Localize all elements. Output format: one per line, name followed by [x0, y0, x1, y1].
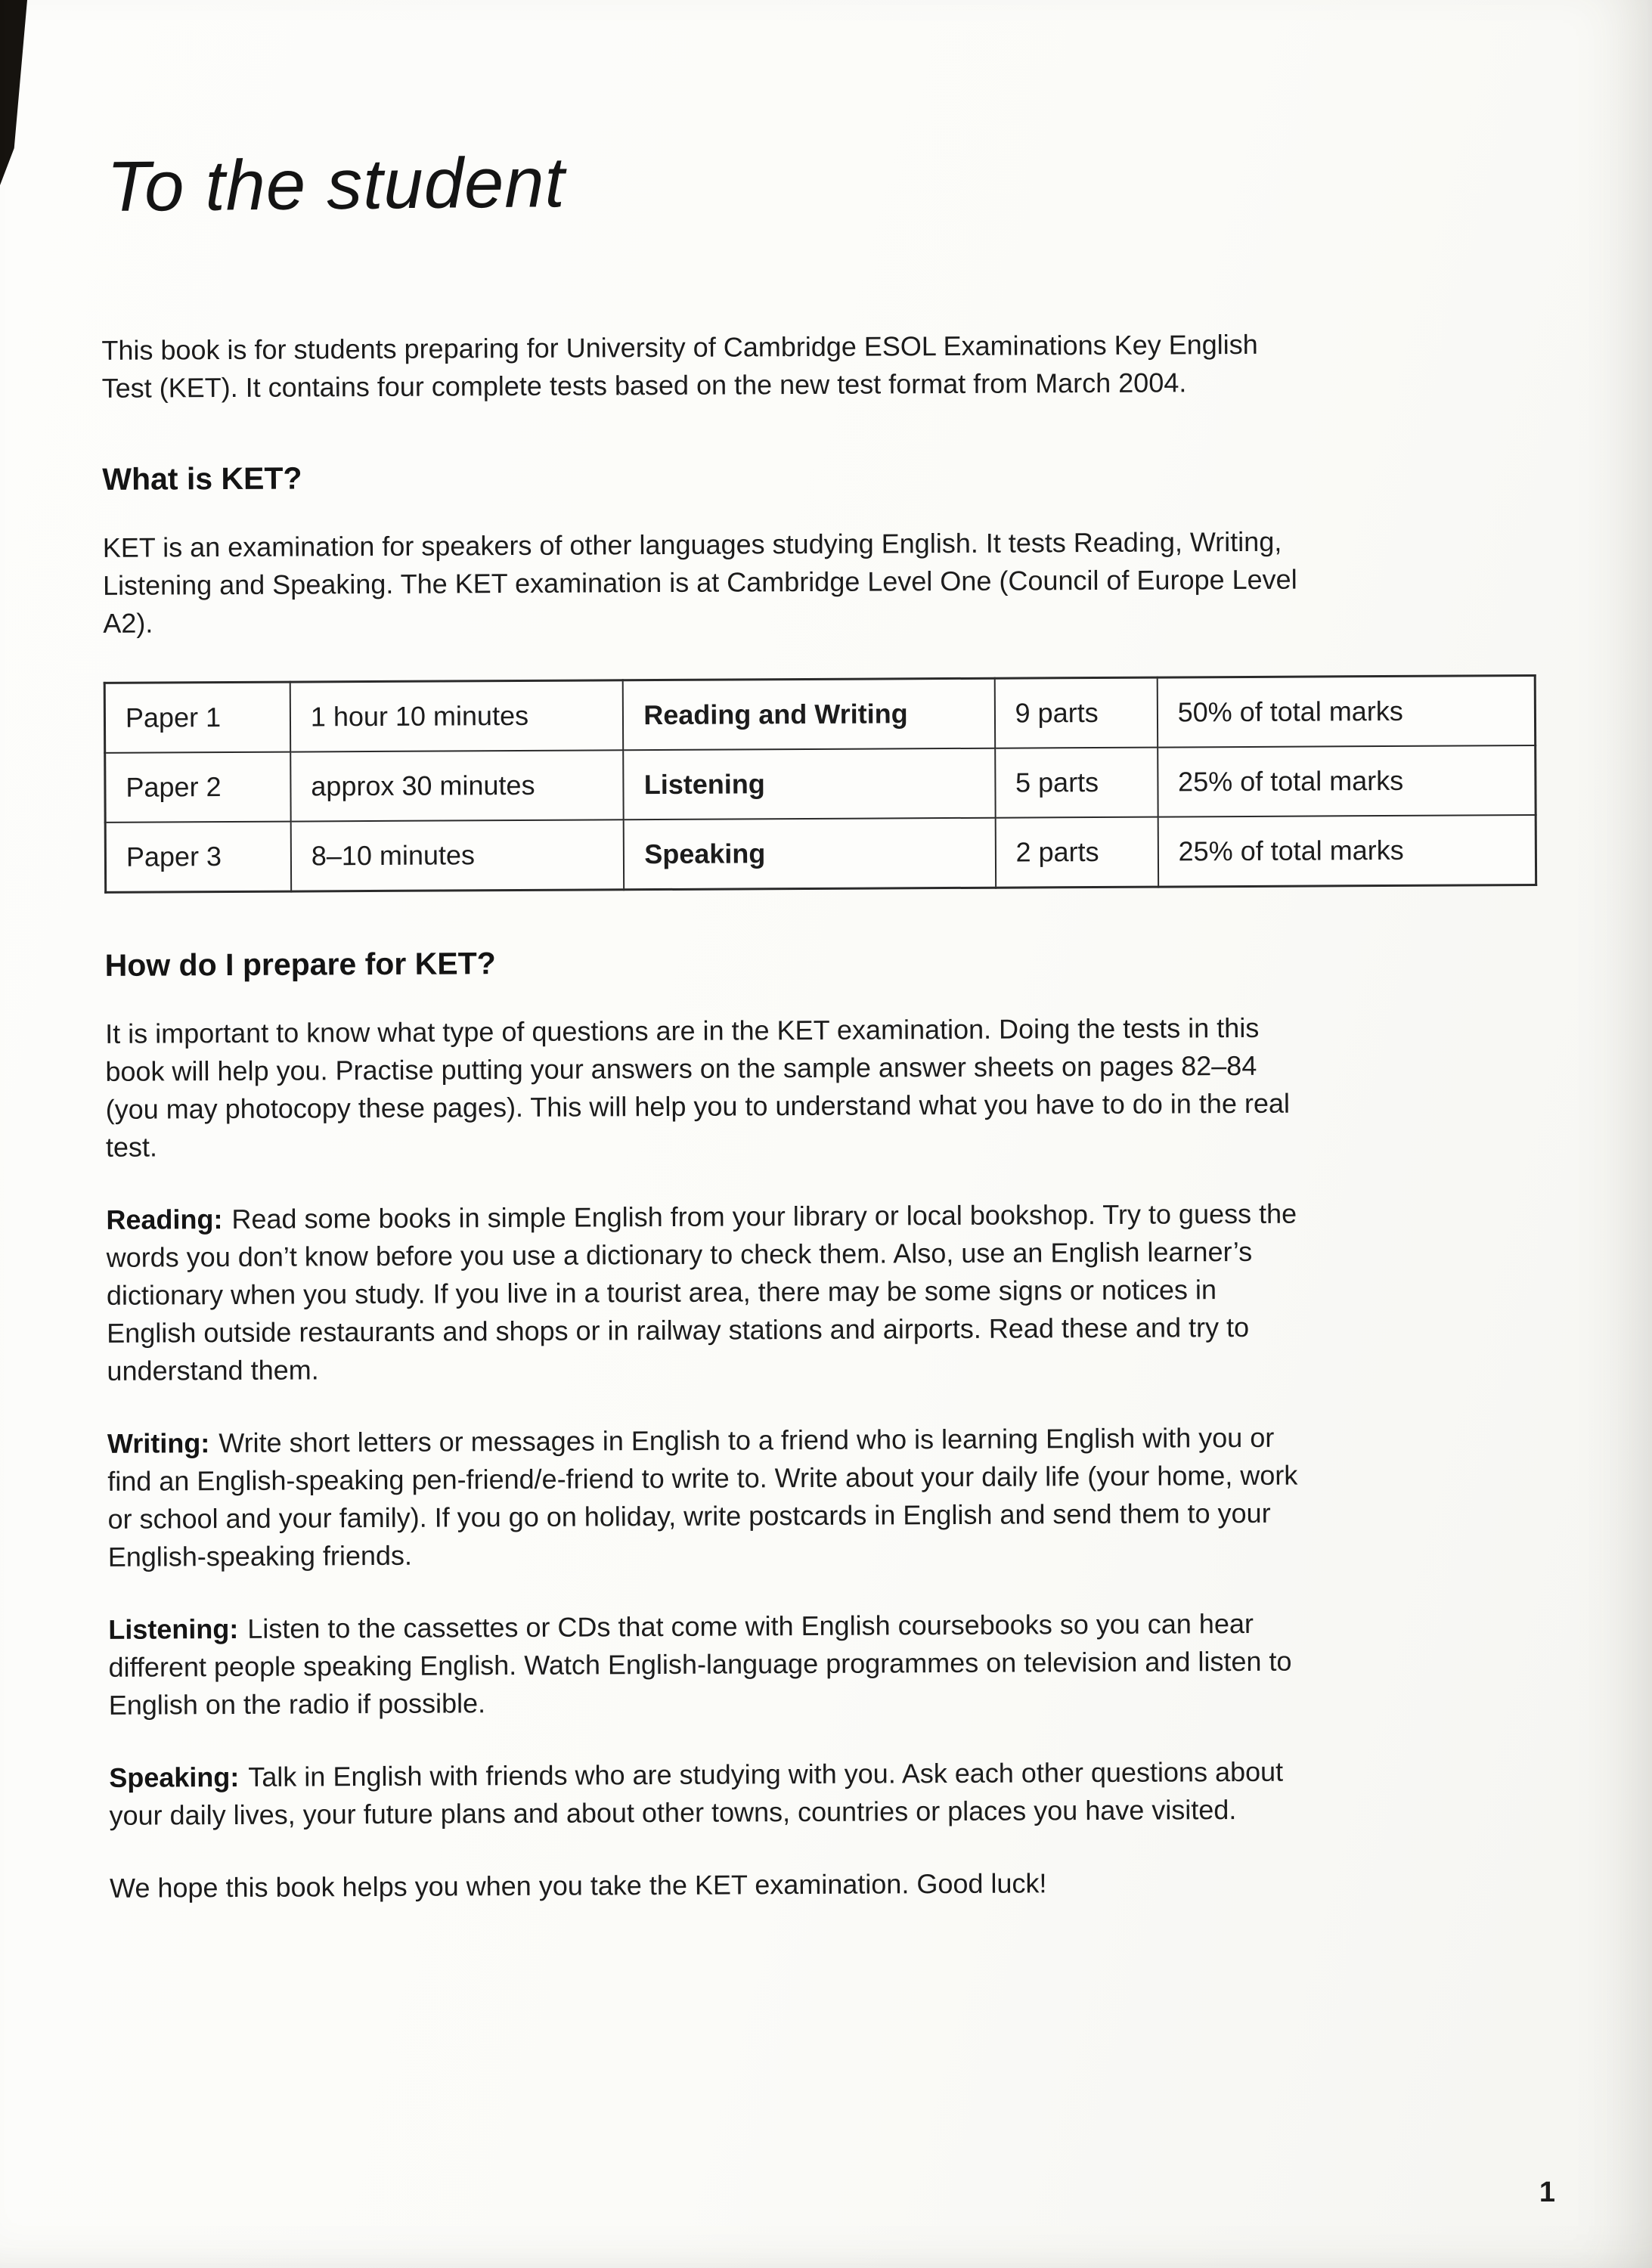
table-row	[105, 745, 1536, 823]
cell-time: approx 30 minutes	[290, 750, 624, 821]
cell-time: 8–10 minutes	[291, 820, 625, 891]
intro-paragraph: This book is for students preparing for University of Cambridge ESOL Examinations Key English Test (KET). It contains four complete tests based on the new test format from March 2004.	[101, 328, 1258, 404]
cell-name: Listening	[624, 748, 996, 820]
cell-marks: 25% of total marks	[1158, 815, 1536, 887]
table-row	[105, 815, 1536, 892]
cell-paper: Paper 2	[105, 752, 291, 823]
cell-parts: 2 parts	[995, 817, 1158, 888]
tip-speaking-label: Speaking:	[109, 1761, 240, 1793]
cell-paper: Paper 1	[104, 682, 290, 753]
tip-writing	[107, 1419, 1310, 1576]
tip-reading	[106, 1195, 1309, 1390]
tip-speaking-text: Talk in English with friends who are studying with you. Ask each other questions about your daily lives, your future plans and about other towns, countries or places you have visited.	[109, 1755, 1284, 1831]
section-heading-prepare: How do I prepare for KET?	[104, 946, 496, 983]
what-is-ket-paragraph: KET is an examination for speakers of other languages studying English. It tests Reading, Writing, Listening and Speaking. The KET examination is at Cambridge Level One (Council of Europe Level A2).	[102, 525, 1297, 639]
cell-marks: 25% of total marks	[1158, 745, 1536, 817]
cell-name: Speaking	[624, 818, 996, 890]
tip-reading-label: Reading:	[106, 1204, 223, 1235]
tip-speaking	[109, 1753, 1312, 1835]
cell-parts: 5 parts	[995, 748, 1158, 818]
cell-marks: 50% of total marks	[1157, 675, 1535, 747]
closing-paragraph: We hope this book helps you when you take the KET examination. Good luck!	[109, 1867, 1047, 1904]
section-heading-what-is-ket: What is KET?	[102, 460, 302, 497]
cell-paper: Paper 3	[105, 822, 291, 893]
tip-writing-text: Write short letters or messages in English to a friend who is learning English with you or find an English-speaking pen-friend/e-friend to write to. Write about your daily life (your home, work or school and your family). If you go on holiday, write postcards in English and send them to your English-speaking friends.	[107, 1421, 1298, 1572]
cell-time: 1 hour 10 minutes	[290, 680, 624, 752]
prepare-intro-paragraph: It is important to know what type of questions are in the KET examination. Doing the tests in this book will help you. Practise putting your answers on the sample answer sheets on pages 82–84 (you may photocopy these pages). This will help you to understand what you have to do in the real test.	[105, 1012, 1291, 1163]
tip-writing-label: Writing:	[107, 1427, 210, 1459]
cell-parts: 9 parts	[994, 677, 1158, 748]
cell-name: Reading and Writing	[623, 678, 995, 750]
tip-reading-text: Read some books in simple English from your library or local bookshop. Try to guess the words you don’t know before you use a dictionary to check them. Also, use an English learner’s dictionary when you study. If you live in a tourist area, there may be some signs or notices in English outside restaurants and shops or in railway stations and airports. Read these and try to understand them.	[106, 1198, 1297, 1387]
tip-listening	[108, 1605, 1311, 1724]
table-row	[104, 675, 1535, 752]
page-title: To the student	[106, 142, 566, 226]
tip-listening-text: Listen to the cassettes or CDs that come with English coursebooks so you can hear different people speaking English. Watch English-language programmes on television and listen to English on the radio if possible.	[108, 1607, 1292, 1721]
page-number: 1	[1539, 2177, 1555, 2208]
ket-papers-table	[104, 674, 1537, 894]
tip-listening-label: Listening:	[108, 1613, 239, 1645]
